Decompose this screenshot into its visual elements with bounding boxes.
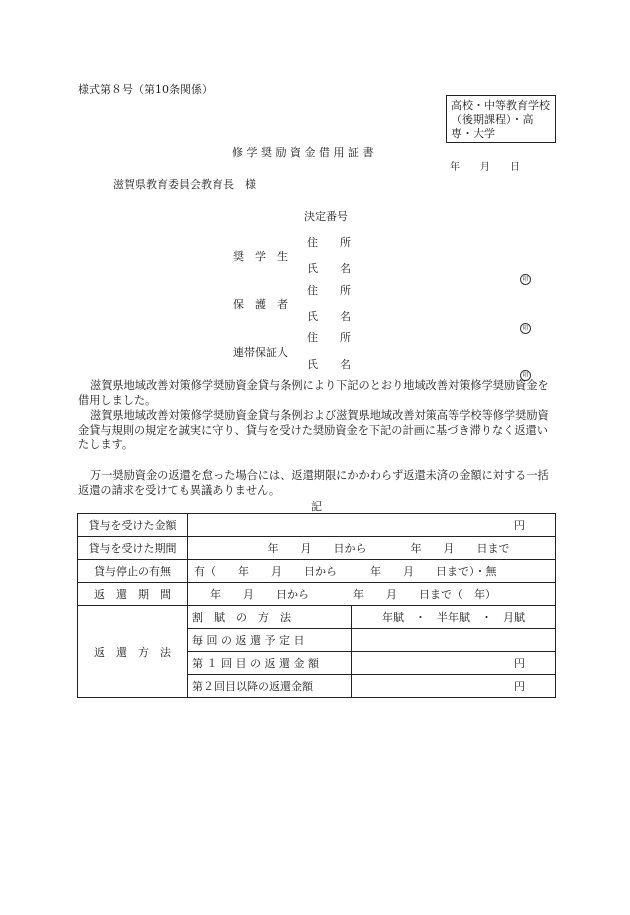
method-row-value: 円 (352, 675, 556, 698)
repay-method-label: 返 還 方 法 (78, 606, 188, 698)
method-row-label: 毎 回 の 返 還 予 定 日 (188, 629, 352, 652)
method-row-label: 第 １ 回 目 の 返 還 金 額 (188, 652, 352, 675)
date-line: 年 月 日 (450, 162, 520, 173)
paragraph-3: 万一奨励資金の返還を怠った場合には、返還期限にかかわらず返還未済の金額に対する一括返還の請求を受けても異議ありません。 (78, 469, 549, 497)
guardian-seal: 印 (520, 315, 531, 334)
ki-heading: 記 (311, 500, 322, 513)
table-row (78, 537, 556, 560)
table-row (78, 560, 556, 583)
amount-label: 貸与を受けた金額 (78, 514, 188, 537)
method-row-label: 割 賦 の 方 法 (188, 606, 352, 629)
table-row (78, 583, 556, 606)
method-row-value: 円 (352, 652, 556, 675)
school-category-box: 高校・中等教育学校（後期課程）・高専・大学 (446, 95, 556, 143)
guarantor-seal: 印 (520, 362, 531, 381)
addressee: 滋賀県教育委員会教育長 様 (113, 178, 256, 191)
loan-details-table (77, 513, 556, 698)
suspension-label: 貸与停止の有無 (78, 560, 188, 583)
repay-period-label: 返 還 期 間 (78, 583, 188, 606)
document-title: 修 学 奨 励 資 金 借 用 証 書 (232, 146, 374, 159)
method-row-value: 年賦 ・ 半年賦 ・ 月賦 (352, 606, 556, 629)
student-name-label: 氏 名 (307, 262, 351, 275)
student-label: 奨 学 生 (233, 250, 288, 263)
guardian-address-label: 住 所 (307, 284, 351, 297)
decision-number-label: 決定番号 (304, 210, 348, 223)
guardian-label: 保 護 者 (233, 298, 288, 311)
form-number: 様式第８号（第10条関係） (78, 83, 213, 96)
table-row (78, 514, 556, 537)
period-value: 年 月 日から 年 月 日まで (188, 537, 556, 560)
paragraph-2: 滋賀県地域改善対策修学奨励資金貸与条例および滋賀県地域改善対策高等学校等修学奨励資金貸与規則の規定を誠実に守り、貸与を受けた奨励資金を下記の計画に基づき滞りなく返還いたします。 (78, 409, 549, 451)
method-row-label: 第２回目以降の返還金額 (188, 675, 352, 698)
suspension-value: 有（ 年 月 日から 年 月 日まで）・無 (188, 560, 556, 583)
guarantor-label: 連帯保証人 (233, 346, 288, 359)
student-seal: 印 (520, 266, 531, 285)
amount-value: 円 (188, 514, 556, 537)
guarantor-name-label: 氏 名 (307, 358, 351, 371)
guarantor-address-label: 住 所 (307, 331, 351, 344)
period-label: 貸与を受けた期間 (78, 537, 188, 560)
method-row-value (352, 629, 556, 652)
table-row (78, 606, 556, 629)
student-address-label: 住 所 (307, 236, 351, 249)
repay-period-value: 年 月 日から 年 月 日まで（ 年） (188, 583, 556, 606)
guardian-name-label: 氏 名 (307, 310, 351, 323)
paragraph-1: 滋賀県地域改善対策修学奨励資金貸与条例により下記のとおり地域改善対策修学奨励資金を借用しました。 (78, 379, 549, 407)
